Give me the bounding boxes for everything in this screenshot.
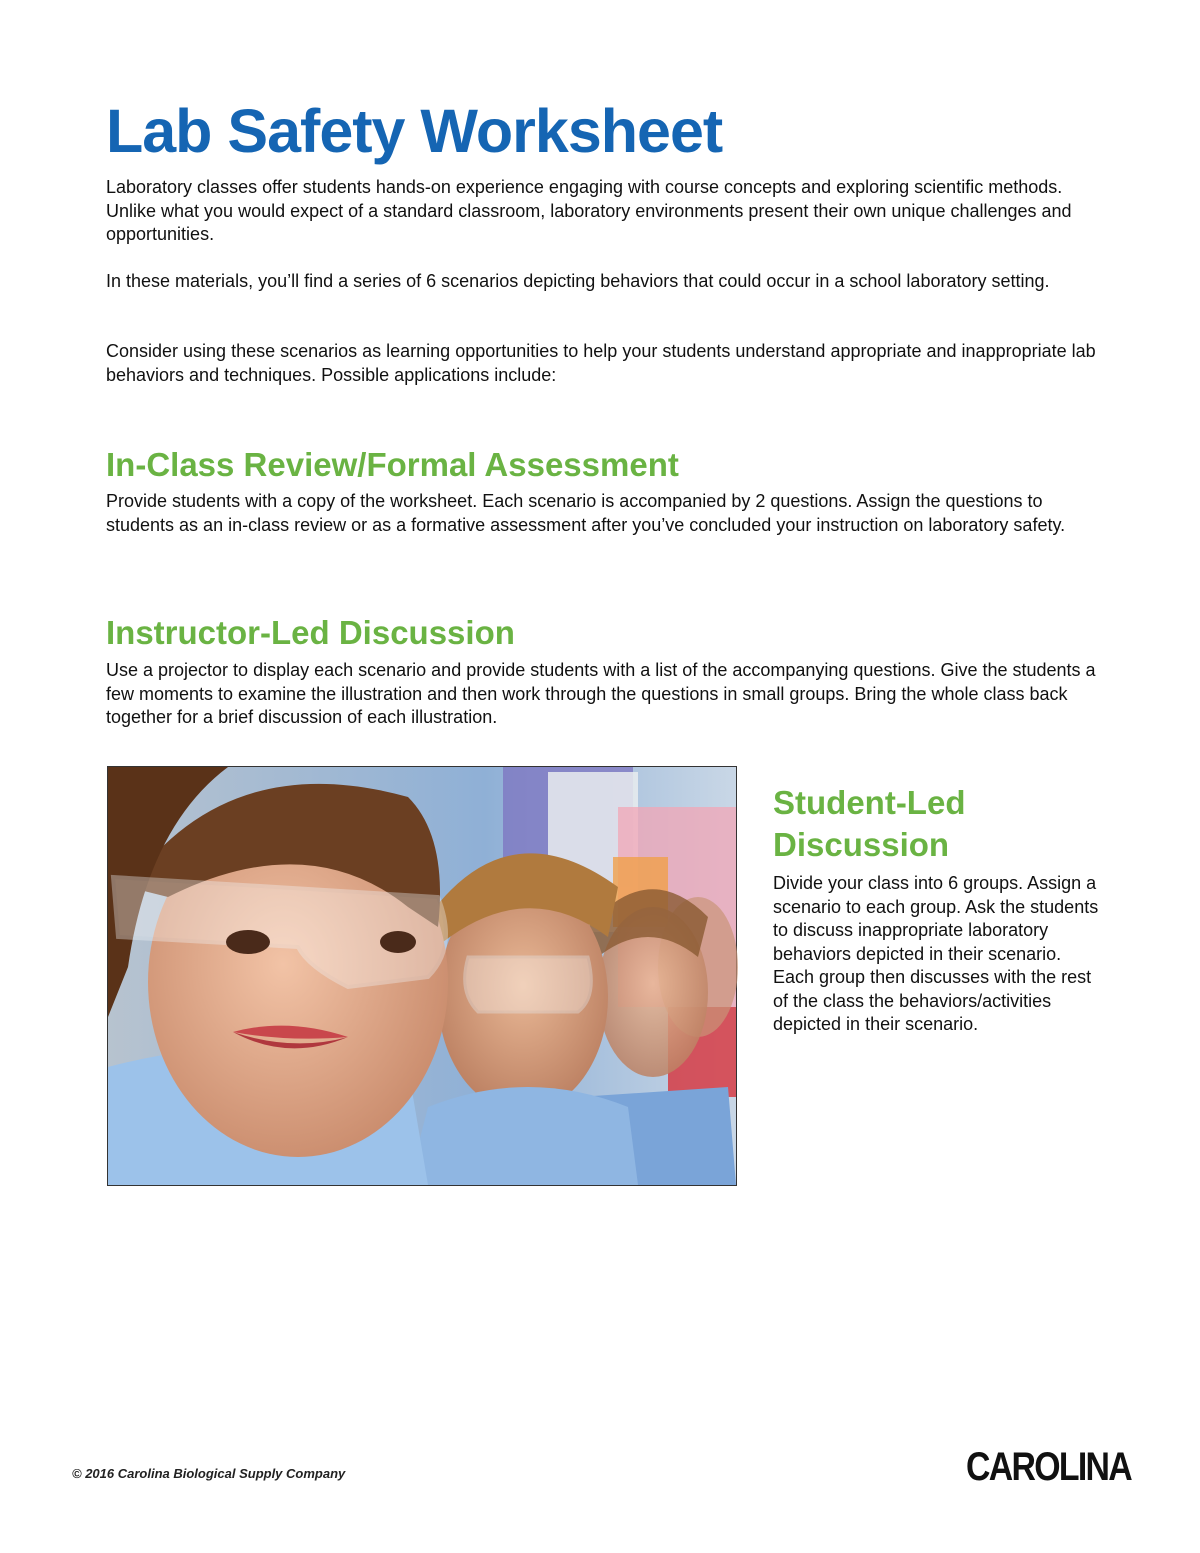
section-heading-in-class-review: In-Class Review/Formal Assessment — [106, 446, 679, 483]
intro-paragraph-1: Laboratory classes offer students hands-on experience engaging with course concepts and exploring scientific methods. Unlike what you would expect of a standard classroom, laboratory environments present their own unique challenges and opportunities. — [106, 177, 1072, 244]
section-heading-student-led: Student-Led Discussion — [773, 784, 966, 863]
footer-copyright: © 2016 Carolina Biological Supply Company — [72, 1466, 346, 1481]
students-wearing-safety-goggles-icon — [108, 767, 736, 1185]
students-goggles-photo — [107, 766, 737, 1186]
intro-paragraph-2: In these materials, you’ll find a series of 6 scenarios depicting behaviors that could occur in a school laboratory setting. — [106, 271, 1050, 291]
section-heading-instructor-led: Instructor-Led Discussion — [106, 614, 515, 651]
intro-paragraph-3: Consider using these scenarios as learning opportunities to help your students understand appropriate and inappropriate lab behaviors and techniques. Possible applications include: — [106, 341, 1096, 385]
page-title: Lab Safety Worksheet — [106, 97, 723, 165]
carolina-logo-text: CAROLINA — [966, 1445, 1132, 1489]
section-body-in-class-review: Provide students with a copy of the worksheet. Each scenario is accompanied by 2 questions. Assign the questions to students as an in-class review or as a formative assessment after you’ve concluded your instruction on laboratory safety. — [106, 491, 1066, 535]
carolina-logo — [966, 1440, 1136, 1488]
carolina-logo-icon — [966, 1440, 1136, 1488]
section-body-student-led: Divide your class into 6 groups. Assign a scenario to each group. Ask the students to discuss inappropriate laboratory behaviors depicted in their scenario. Each group then discusses with the rest of the class the behaviors/activities depicted in their scenario. — [773, 873, 1099, 1034]
section-body-instructor-led: Use a projector to display each scenario and provide students with a list of the accompanying questions. Give the students a few moments to examine the illustration and then work through the questions in small groups. Bring the whole class back together for a brief discussion of each illustration. — [106, 660, 1096, 727]
